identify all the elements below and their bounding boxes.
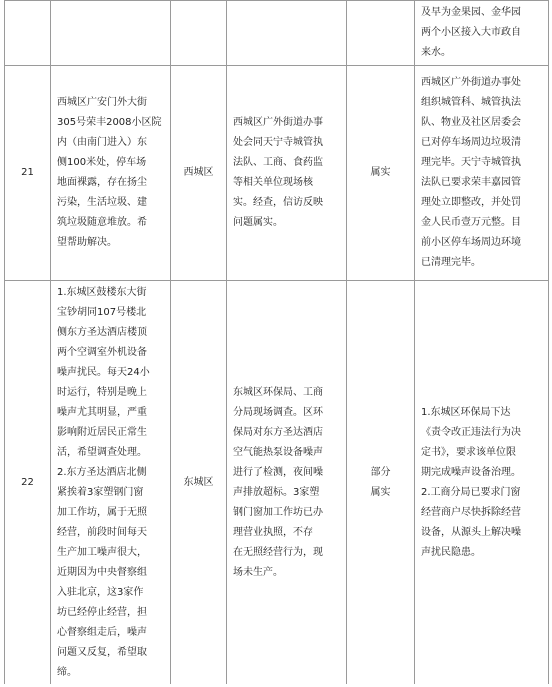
complaint-cell: [51, 1, 171, 66]
handling-line: 已对停车场周边垃圾清: [421, 137, 521, 148]
complaint-line: 侧东方圣达酒店楼顶: [57, 326, 147, 338]
complaint-line: 紧挨着3家塑钢门窗: [57, 486, 144, 498]
complaint-line: 筑垃圾随意堆放。希: [57, 217, 147, 228]
complaint-line: 活，希望调查处理。: [57, 446, 147, 458]
verification-cell: [227, 281, 347, 685]
handling-cell: [415, 1, 549, 66]
row-number: [5, 1, 51, 66]
complaint-table: [4, 0, 549, 684]
verdict-line: 部分: [370, 466, 391, 478]
complaint-cell: [51, 281, 171, 685]
handling-line: 期完成噪声设备治理。: [421, 466, 521, 478]
verification-line: 西城区广外街道办事: [233, 117, 323, 128]
handling-line: 《责令改正违法行为决: [421, 426, 521, 438]
handling-line: 理完毕。天宁寺城管执: [421, 157, 521, 168]
district-cell: 东城区: [171, 281, 227, 685]
complaint-line: 入驻北京，这3家作: [57, 586, 144, 598]
verification-line: 保局对东方圣达酒店: [233, 426, 323, 438]
handling-cell: [415, 281, 549, 685]
handling-line: 来水。: [421, 47, 451, 58]
verification-line: 等相关单位现场核: [233, 177, 313, 188]
verification-line: 法队、工商、食药监: [233, 157, 323, 168]
complaint-line: 望帮助解决。: [57, 237, 117, 248]
handling-line: 前小区停车场周边环境: [421, 237, 521, 248]
verdict-line: 属实: [370, 486, 391, 498]
row-number: 22: [5, 281, 51, 685]
complaint-line: 加工作坊，属于无照: [57, 506, 147, 518]
handling-line: 理处立即整改，并处罚: [421, 197, 521, 208]
verification-line: 东城区环保局、工商: [233, 386, 323, 398]
complaint-line: 两个空调室外机设备: [57, 346, 147, 358]
complaint-line: 缔。: [57, 666, 77, 678]
verification-line: 场未生产。: [233, 566, 283, 578]
complaint-line: 西城区广安门外大街: [57, 97, 147, 108]
row-number: 21: [5, 66, 51, 281]
complaint-line: 噪声扰民。每天24小: [57, 366, 150, 378]
district-cell: [171, 1, 227, 66]
complaint-line: 影响附近居民正常生: [57, 426, 147, 438]
verdict-cell: [347, 1, 415, 66]
complaint-line: 1.东城区鼓楼东大街: [57, 286, 147, 298]
complaint-line: 污染，生活垃圾、建: [57, 197, 147, 208]
table-row: [5, 281, 549, 685]
verification-line: 理营业执照，不存: [233, 526, 313, 538]
handling-line: 设备，从源头上解决噪: [421, 526, 521, 538]
complaint-line: 近期因为中央督察组: [57, 566, 147, 578]
table-row: [5, 66, 549, 281]
complaint-line: 心督察组走后，噪声: [57, 626, 147, 638]
complaint-line: 宝钞胡同107号楼北: [57, 306, 147, 318]
verification-line: 空气能热泵设备噪声: [233, 446, 323, 458]
complaint-line: 坊已经停止经营，担: [57, 606, 147, 618]
verification-line: 在无照经营行为，现: [233, 546, 323, 558]
verification-line: 钢门窗加工作坊已办: [233, 506, 323, 518]
complaint-line: 生产加工噪声很大，: [57, 546, 147, 558]
handling-line: 已清理完毕。: [421, 257, 481, 268]
complaint-line: 内（由南门进入）东: [57, 137, 147, 148]
handling-line: 及早为金果园、金华园: [421, 7, 521, 18]
district-cell: 西城区: [171, 66, 227, 281]
handling-line: 组织城管科、城管执法: [421, 97, 521, 108]
verification-line: 实。经查，信访反映: [233, 197, 323, 208]
handling-cell: [415, 66, 549, 281]
handling-line: 经营商户尽快拆除经营: [421, 506, 521, 518]
verdict-line: 属实: [370, 167, 391, 178]
verification-line: 处会同天宁寺城管执: [233, 137, 323, 148]
verdict-cell: [347, 281, 415, 685]
verdict-cell: [347, 66, 415, 281]
verification-line: 进行了检测，夜间噪: [233, 466, 323, 478]
complaint-line: 时运行，特别是晚上: [57, 386, 147, 398]
handling-line: 定书》，要求该单位限: [421, 446, 516, 458]
handling-line: 1.东城区环保局下达: [421, 406, 511, 418]
complaint-line: 噪声尤其明显，严重: [57, 406, 147, 418]
complaint-line: 2.东方圣达酒店北侧: [57, 466, 147, 478]
complaint-line: 侧100米处，停车场: [57, 157, 147, 168]
verification-line: 声排放超标。3家塑: [233, 486, 320, 498]
verification-line: 问题属实。: [233, 217, 283, 228]
handling-line: 西城区广外街道办事处: [421, 77, 521, 88]
handling-line: 两个小区接入大市政自: [421, 27, 521, 38]
complaint-line: 问题又反复，希望取: [57, 646, 147, 658]
verification-cell: [227, 1, 347, 66]
handling-line: 声扰民隐患。: [421, 546, 481, 558]
handling-line: 2.工商分局已要求门窗: [421, 486, 521, 498]
complaint-cell: [51, 66, 171, 281]
handling-line: 法队已要求荣丰嘉园管: [421, 177, 521, 188]
handling-line: 队、物业及社区居委会: [421, 117, 521, 128]
verification-cell: [227, 66, 347, 281]
verification-line: 分局现场调查。区环: [233, 406, 323, 418]
complaint-line: 经营，前段时间每天: [57, 526, 147, 538]
complaint-line: 地面裸露，存在扬尘: [57, 177, 147, 188]
table-row: [5, 1, 549, 66]
complaint-line: 305号荣丰2008小区院: [57, 117, 162, 128]
handling-line: 金人民币壹万元整。目: [421, 217, 521, 228]
